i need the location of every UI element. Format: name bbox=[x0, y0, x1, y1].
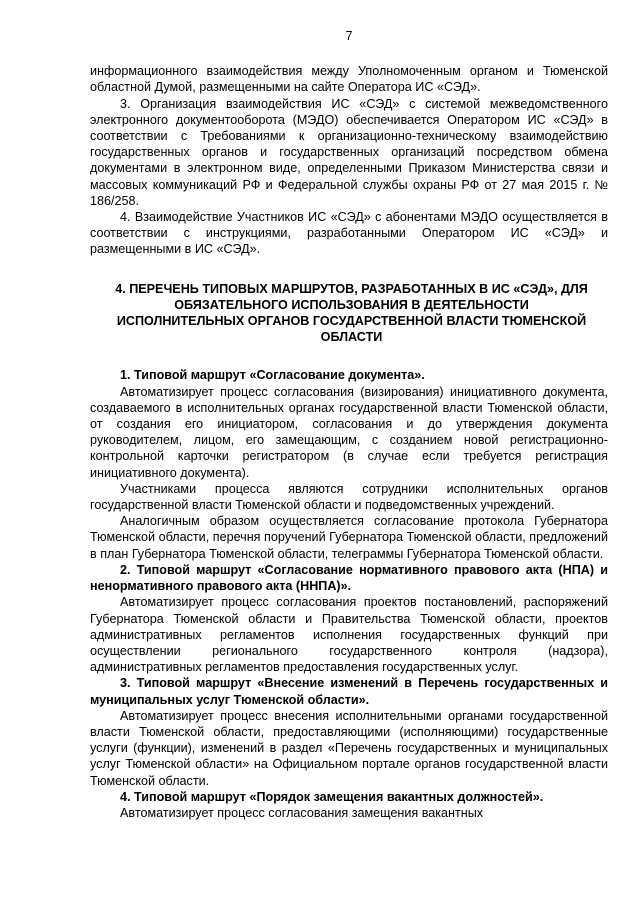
route-1-title: 1. Типовой маршрут «Согласование документа». bbox=[120, 368, 425, 383]
route-4-title: 4. Типовой маршрут «Порядок замещения вакантных должностей». bbox=[120, 789, 544, 804]
route-2-paragraph: Автоматизирует процесс согласования проектов постановлений, распоряжений Губернатора Тюменской области и Правительства Тюменской области, проектов административных регламентов исполнения государственных функций при осуществлении регионального государственного контроля (надзора), административных регламентов предоставления государственных услуг. bbox=[90, 595, 608, 675]
route-1-paragraph: Аналогичным образом осуществляется согласование протокола Губернатора Тюменской области, перечня поручений Губернатора Тюменской области, предложений в план Губернатора Тюменской области, телеграммы Губернатора Тюменской области. bbox=[90, 514, 608, 561]
route-2-title: 2. Типовой маршрут «Согласование нормативного правового акта (НПА) и ненормативного правового акта (ННПА)». bbox=[90, 562, 608, 594]
paragraph-continuation: информационного взаимодействия между Уполномоченным органом и Тюменской областной Думой, размещенными на сайте Оператора ИС «СЭД». bbox=[90, 64, 608, 95]
page-number: 7 bbox=[345, 29, 353, 43]
paragraph-medo-integration: 3. Организация взаимодействия ИС «СЭД» с системой межведомственного электронного документооборота (МЭДО) обеспечивается Оператором ИС «СЭД» в соответствии с Требованиями к организационно-техническому взаимодействию государственных органов и государственных организаций посредством обмена документами в электронном виде, определенными Приказом Министерства связи и массовых коммуникаций РФ и Федеральной службы охраны РФ от 27 мая 2015 г. № 186/258. bbox=[90, 96, 608, 208]
route-1-paragraph: Участниками процесса являются сотрудники исполнительных органов государственной власти Тюменской области и подведомственных учреждений. bbox=[90, 481, 608, 513]
route-4-paragraph: Автоматизирует процесс согласования замещения вакантных bbox=[120, 805, 484, 820]
document-page bbox=[90, 28, 608, 821]
paragraph-medo-interaction: 4. Взаимодействие Участников ИС «СЭД» с абонентами МЭДО осуществляется в соответствии с инструкциями, разработанными Оператором ИС «СЭД» и размещенными в ИС «СЭД». bbox=[90, 210, 608, 257]
route-1-paragraph: Автоматизирует процесс согласования (визирования) инициативного документа, создаваемого в исполнительных органах государственной власти Тюменской области, от создания его инициатором, согласования и до утверждения документа руководителем, лицом, его замещающим, с созданием новой регистрационно-контрольной карточки регистратором (в случае если требуется регистрация инициативного документа). bbox=[90, 384, 608, 480]
section-heading: 4. ПЕРЕЧЕНЬ ТИПОВЫХ МАРШРУТОВ, РАЗРАБОТАННЫХ В ИС «СЭД», ДЛЯ ОБЯЗАТЕЛЬНОГО ИСПОЛЬЗОВАНИЯ В ДЕЯТЕЛЬНОСТИ ИСПОЛНИТЕЛЬНЫХ ОРГАНОВ ГОСУДАРСТВЕННОЙ ВЛАСТИ ТЮМЕНСКОЙ ОБЛАСТИ bbox=[115, 281, 588, 345]
route-3-paragraph: Автоматизирует процесс внесения исполнительными органами государственной власти Тюменской области, предоставляющими (исполняющими) государственные услуги (функции), изменений в раздел «Перечень государственных и муниципальных услуг Тюменской области» на Официальном портале органов государственной власти Тюменской области. bbox=[90, 708, 608, 788]
route-3-title: 3. Типовой маршрут «Внесение изменений в Перечень государственных и муниципальных услуг Тюменской области». bbox=[90, 676, 608, 707]
